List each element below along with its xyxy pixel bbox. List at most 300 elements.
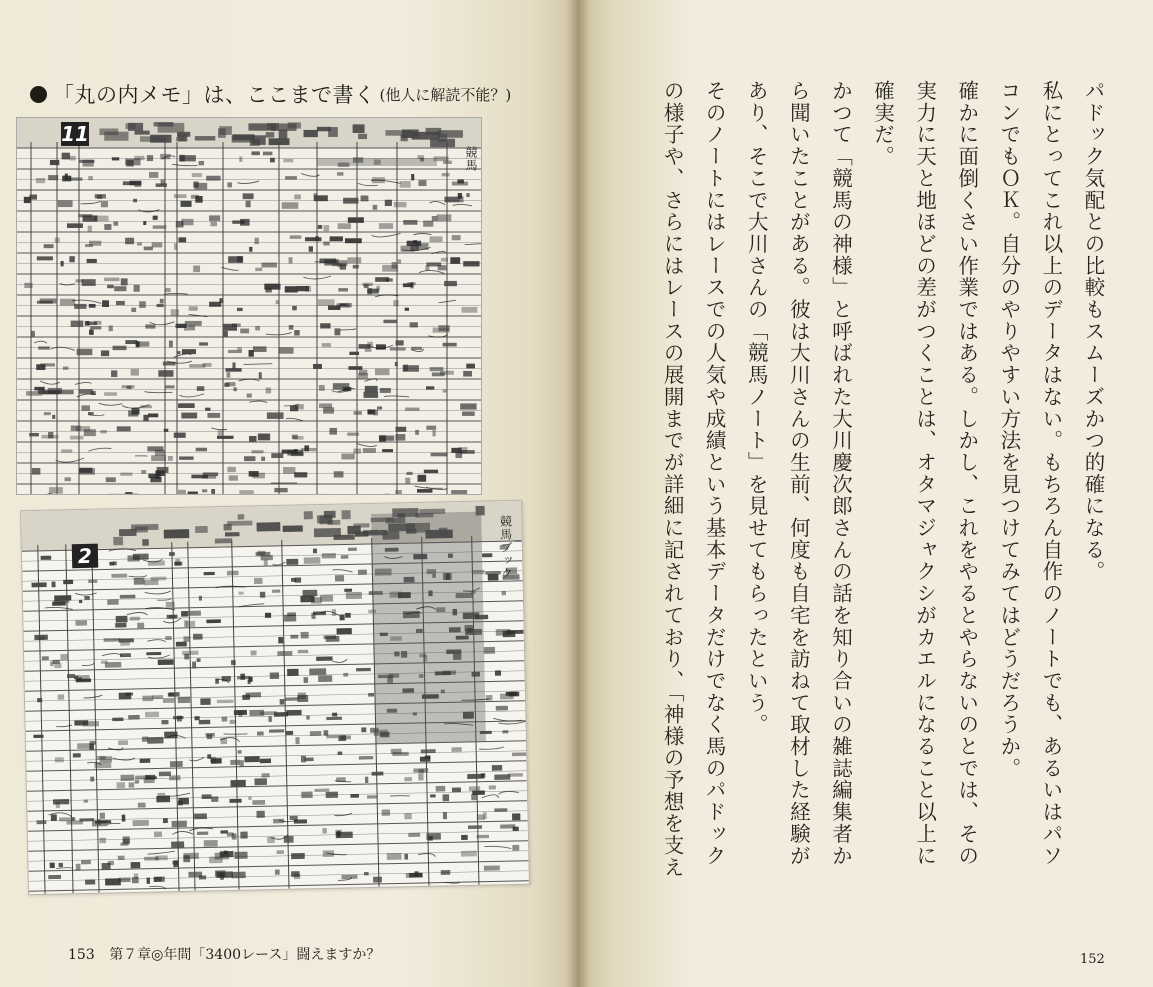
printed-glyph (304, 557, 321, 564)
printed-glyph (286, 559, 298, 565)
printed-glyph (178, 403, 195, 408)
printed-glyph (178, 490, 186, 494)
handwritten-mark (479, 747, 504, 750)
printed-glyph (494, 774, 510, 780)
printed-glyph (240, 674, 245, 680)
printed-glyph (469, 786, 480, 791)
handwritten-mark (453, 204, 472, 205)
printed-glyph (318, 225, 322, 229)
printed-glyph (436, 786, 446, 792)
printed-glyph (421, 749, 436, 753)
printed-glyph (119, 877, 131, 882)
header-glyph (238, 514, 245, 519)
header-glyph (438, 134, 447, 142)
printed-glyph (89, 304, 96, 308)
printed-glyph (275, 869, 280, 874)
handwritten-mark (148, 655, 170, 658)
printed-glyph (131, 308, 136, 312)
printed-glyph (294, 472, 307, 477)
printed-glyph (174, 562, 181, 565)
printed-glyph (298, 650, 309, 654)
printed-glyph (408, 833, 420, 837)
printed-glyph (193, 634, 203, 640)
printed-glyph (400, 181, 411, 188)
printed-glyph (290, 235, 302, 239)
header-glyph (342, 510, 351, 519)
printed-glyph (341, 454, 354, 460)
handwritten-mark (107, 823, 120, 824)
printed-glyph (382, 449, 393, 452)
printed-glyph (112, 718, 123, 722)
printed-glyph (345, 613, 351, 618)
printed-glyph (346, 303, 352, 307)
printed-glyph (202, 794, 212, 799)
printed-glyph (450, 257, 460, 264)
printed-glyph (83, 160, 94, 167)
printed-glyph (407, 282, 415, 285)
printed-glyph (61, 449, 72, 452)
bullet-icon (30, 86, 47, 103)
header-glyph (248, 123, 275, 130)
printed-glyph (115, 623, 126, 628)
printed-glyph (251, 450, 263, 453)
header-glyph (283, 525, 303, 532)
stats-block (317, 158, 437, 166)
printed-glyph (502, 591, 506, 595)
printed-glyph (224, 851, 228, 855)
printed-glyph (181, 201, 192, 207)
printed-glyph (418, 180, 426, 186)
printed-glyph (309, 246, 313, 252)
printed-glyph (94, 216, 108, 222)
handwritten-mark (333, 569, 353, 572)
printed-glyph (255, 326, 260, 331)
printed-glyph (147, 446, 163, 451)
printed-glyph (109, 326, 113, 332)
printed-glyph (347, 257, 361, 263)
handwritten-mark (75, 382, 92, 384)
printed-glyph (328, 306, 340, 310)
handwritten-mark (147, 851, 174, 854)
printed-glyph (333, 383, 349, 389)
printed-glyph (324, 730, 329, 736)
printed-glyph (50, 863, 55, 868)
printed-glyph (344, 589, 352, 592)
printed-glyph (44, 412, 51, 415)
printed-glyph (66, 821, 83, 825)
row-rule (26, 741, 526, 751)
handwritten-mark (249, 401, 267, 403)
printed-glyph (368, 693, 374, 697)
printed-glyph (320, 595, 333, 602)
printed-glyph (338, 752, 343, 755)
handwritten-mark (147, 640, 165, 643)
printed-glyph (443, 343, 457, 347)
printed-glyph (358, 570, 367, 575)
printed-glyph (252, 800, 265, 805)
printed-glyph (461, 835, 468, 840)
printed-glyph (112, 157, 119, 160)
printed-glyph (426, 386, 434, 389)
printed-glyph (164, 429, 169, 432)
printed-glyph (386, 278, 393, 281)
printed-glyph (192, 173, 202, 177)
printed-glyph (377, 406, 382, 409)
printed-glyph (345, 238, 362, 243)
printed-glyph (332, 713, 337, 717)
printed-glyph (254, 778, 267, 785)
printed-glyph (395, 490, 402, 494)
printed-glyph (52, 660, 59, 664)
handwritten-mark (221, 267, 238, 270)
handwritten-mark (89, 448, 112, 451)
handwritten-mark (211, 428, 227, 430)
paragraph: 私にとってこれ以上のデータはない。もちろん自作のノートでも、あるいはパソコンでもＯＫ。自分のやりやすい方法を見つけてみてはどうだろうか。 (996, 80, 1063, 867)
printed-glyph (292, 306, 297, 310)
printed-glyph (70, 436, 83, 440)
printed-glyph (178, 697, 190, 703)
printed-glyph (42, 390, 59, 394)
printed-glyph (211, 489, 215, 494)
printed-glyph (350, 794, 359, 798)
printed-glyph (379, 436, 394, 441)
printed-glyph (300, 596, 314, 603)
printed-glyph (176, 642, 187, 647)
printed-glyph (104, 392, 117, 396)
handwritten-mark (80, 201, 100, 204)
printed-glyph (262, 263, 277, 268)
printed-glyph (172, 821, 187, 828)
printed-glyph (222, 717, 228, 722)
printed-glyph (116, 301, 125, 305)
printed-glyph (153, 225, 167, 228)
printed-glyph (283, 159, 293, 162)
printed-glyph (314, 789, 329, 793)
printed-glyph (122, 815, 126, 822)
printed-glyph (120, 595, 136, 599)
printed-glyph (268, 716, 271, 722)
printed-glyph (438, 265, 447, 270)
printed-glyph (104, 638, 120, 642)
printed-glyph (353, 265, 359, 269)
printed-glyph (376, 286, 380, 292)
printed-glyph (145, 324, 155, 328)
printed-glyph (232, 323, 241, 326)
header-glyph (358, 134, 367, 139)
printed-glyph (292, 435, 298, 439)
printed-glyph (409, 873, 422, 878)
printed-glyph (147, 155, 153, 161)
printed-glyph (457, 179, 463, 183)
row-subrule (27, 771, 527, 781)
printed-glyph (443, 812, 447, 819)
printed-glyph (406, 472, 412, 475)
printed-glyph (322, 343, 331, 347)
printed-glyph (122, 385, 135, 388)
printed-glyph (149, 172, 158, 178)
printed-glyph (240, 329, 249, 334)
printed-glyph (44, 244, 54, 248)
printed-glyph (133, 199, 137, 202)
printed-glyph (234, 387, 237, 391)
printed-glyph (74, 304, 86, 309)
printed-glyph (34, 387, 45, 391)
printed-glyph (169, 341, 173, 348)
printed-glyph (193, 266, 200, 273)
printed-glyph (243, 193, 254, 199)
printed-glyph (147, 878, 150, 884)
paragraph: かつて「競馬の神様」と呼ばれた大川慶次郎さんの話を知り合いの雑誌編集者から聞いたことがある。彼は大川さんの生前、何度も自宅を訪ねて取材した経験があり、そこで大川さんの「競馬ノート」を見せてもらったという。 (744, 80, 853, 867)
printed-glyph (335, 328, 341, 335)
printed-glyph (193, 181, 198, 187)
printed-glyph (37, 820, 47, 824)
printed-glyph (88, 226, 92, 232)
printed-glyph (65, 174, 68, 180)
printed-glyph (267, 837, 274, 843)
printed-glyph (364, 392, 379, 398)
printed-glyph (246, 201, 251, 208)
printed-glyph (188, 492, 198, 494)
printed-glyph (239, 592, 244, 595)
printed-glyph (256, 552, 271, 556)
printed-glyph (130, 181, 142, 186)
printed-glyph (152, 242, 163, 247)
printed-glyph (364, 872, 369, 875)
printed-glyph (496, 629, 511, 636)
printed-glyph (294, 330, 299, 335)
printed-glyph (441, 870, 451, 875)
printed-glyph (169, 775, 181, 780)
printed-glyph (260, 592, 265, 598)
vertical-body-text (660, 80, 1114, 880)
printed-glyph (161, 720, 168, 724)
printed-glyph (48, 493, 53, 494)
handwritten-mark (498, 791, 518, 794)
printed-glyph (316, 656, 332, 661)
header-glyph (334, 535, 355, 540)
printed-glyph (144, 857, 159, 861)
printed-glyph (301, 756, 306, 763)
printed-glyph (63, 367, 69, 370)
printed-glyph (239, 157, 242, 162)
printed-glyph (61, 261, 64, 266)
printed-glyph (455, 452, 462, 458)
header-glyph (113, 537, 123, 545)
printed-glyph (494, 808, 507, 812)
printed-glyph (118, 856, 125, 860)
printed-glyph (48, 432, 53, 438)
printed-glyph (301, 791, 312, 798)
printed-glyph (247, 393, 252, 397)
printed-glyph (157, 467, 169, 473)
printed-glyph (172, 861, 178, 865)
handwritten-mark (484, 846, 511, 849)
printed-glyph (90, 326, 101, 329)
printed-glyph (185, 321, 202, 326)
printed-glyph (131, 862, 141, 868)
printed-glyph (248, 677, 252, 682)
printed-glyph (210, 757, 216, 763)
printed-glyph (285, 176, 297, 179)
printed-glyph (368, 288, 372, 294)
book-gutter (566, 0, 590, 987)
printed-glyph (326, 717, 342, 720)
printed-glyph (168, 456, 173, 461)
header-glyph (279, 130, 288, 139)
header-glyph (385, 130, 401, 136)
printed-glyph (174, 433, 186, 438)
printed-glyph (294, 819, 307, 823)
handwritten-mark (332, 659, 347, 663)
printed-glyph (237, 256, 242, 262)
header-glyph (304, 130, 318, 137)
printed-glyph (107, 285, 114, 288)
printed-glyph (240, 832, 247, 839)
printed-glyph (463, 371, 472, 377)
printed-glyph (340, 615, 345, 621)
sheet-2-side-label: 競馬ブック (498, 514, 514, 581)
printed-glyph (289, 325, 294, 330)
printed-glyph (142, 737, 148, 742)
printed-glyph (60, 654, 68, 660)
printed-glyph (255, 268, 262, 271)
printed-glyph (165, 288, 171, 292)
printed-glyph (234, 852, 247, 859)
printed-glyph (123, 836, 130, 843)
printed-glyph (341, 555, 349, 559)
printed-glyph (85, 244, 93, 247)
printed-glyph (403, 220, 417, 225)
printed-glyph (367, 795, 378, 798)
printed-glyph (305, 757, 314, 761)
printed-glyph (323, 407, 334, 413)
printed-glyph (171, 309, 179, 316)
printed-glyph (283, 467, 295, 474)
printed-glyph (365, 386, 378, 392)
printed-glyph (425, 266, 429, 271)
handwritten-mark (430, 201, 446, 205)
printed-glyph (343, 673, 348, 677)
printed-glyph (159, 771, 171, 776)
printed-glyph (142, 696, 153, 702)
race-number-2: 2 (72, 544, 98, 569)
printed-glyph (237, 308, 243, 311)
handwritten-mark (150, 322, 175, 325)
header-glyph (304, 511, 313, 519)
header-glyph (324, 511, 336, 518)
printed-glyph (304, 445, 309, 451)
printed-glyph (244, 456, 255, 461)
printed-glyph (423, 221, 433, 227)
race-number-1: 11 (61, 122, 89, 146)
printed-glyph (404, 777, 412, 781)
printed-glyph (287, 669, 299, 676)
printed-glyph (263, 152, 272, 156)
printed-glyph (417, 489, 432, 493)
printed-glyph (79, 600, 82, 603)
printed-glyph (253, 346, 267, 352)
printed-glyph (154, 832, 162, 838)
header-glyph (195, 526, 208, 533)
left-footer (68, 944, 380, 964)
caption-main: 「丸の内メモ」は、ここまで書く (53, 83, 376, 107)
printed-glyph (513, 827, 519, 831)
printed-glyph (365, 777, 368, 783)
printed-glyph (111, 370, 117, 377)
printed-glyph (338, 223, 351, 229)
printed-glyph (380, 388, 391, 393)
printed-glyph (111, 574, 127, 578)
printed-glyph (280, 699, 285, 705)
handwritten-mark (237, 181, 259, 184)
printed-glyph (305, 237, 321, 241)
printed-glyph (385, 200, 392, 206)
printed-glyph (52, 582, 56, 588)
printed-glyph (174, 194, 187, 198)
header-glyph (176, 137, 186, 141)
printed-glyph (364, 284, 369, 288)
printed-glyph (199, 596, 202, 601)
handwritten-mark (135, 456, 147, 457)
printed-glyph (394, 202, 407, 207)
printed-glyph (73, 753, 81, 757)
handwritten-mark (372, 233, 401, 236)
printed-glyph (495, 670, 501, 675)
printed-glyph (217, 700, 234, 704)
printed-glyph (204, 572, 215, 575)
printed-glyph (289, 257, 293, 263)
printed-glyph (189, 364, 205, 368)
printed-glyph (121, 278, 128, 285)
printed-glyph (138, 803, 146, 808)
column-rule (188, 542, 195, 891)
printed-glyph (183, 636, 189, 642)
printed-glyph (85, 879, 95, 884)
header-glyph (224, 524, 232, 531)
printed-glyph (359, 344, 371, 349)
printed-glyph (326, 735, 338, 738)
printed-glyph (303, 590, 318, 597)
printed-glyph (430, 794, 436, 797)
printed-glyph (373, 205, 378, 210)
printed-glyph (488, 574, 499, 581)
header-glyph (215, 538, 232, 543)
printed-glyph (341, 875, 357, 879)
printed-glyph (218, 430, 223, 435)
printed-glyph (90, 777, 94, 782)
printed-glyph (365, 349, 372, 352)
printed-glyph (298, 693, 306, 700)
row-rule (27, 781, 527, 791)
printed-glyph (239, 490, 254, 494)
printed-glyph (144, 247, 153, 251)
printed-glyph (240, 219, 250, 226)
handwritten-mark (56, 458, 85, 462)
printed-glyph (338, 735, 346, 741)
printed-glyph (224, 383, 229, 387)
printed-glyph (60, 299, 75, 306)
header-glyph (232, 136, 255, 143)
printed-glyph (205, 408, 210, 411)
printed-glyph (277, 651, 292, 656)
printed-glyph (256, 811, 264, 818)
handwritten-mark (164, 293, 187, 294)
printed-glyph (186, 621, 195, 627)
left-page-number: 153 (68, 947, 95, 963)
printed-glyph (295, 737, 299, 744)
header-glyph (126, 123, 136, 129)
header-glyph (347, 526, 360, 535)
